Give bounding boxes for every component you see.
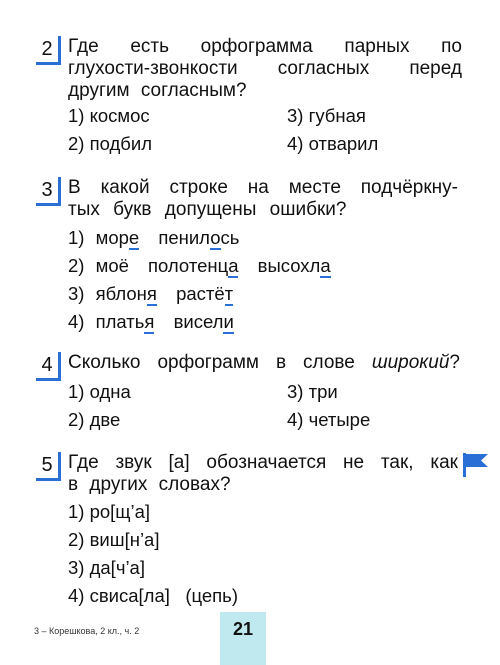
question-line bbox=[68, 58, 462, 80]
question-number: 2 bbox=[36, 36, 61, 65]
answer-option[interactable]: 4) четыре bbox=[287, 409, 371, 430]
punctuation: ? bbox=[449, 352, 460, 373]
option-word bbox=[174, 311, 234, 334]
word: строке bbox=[169, 177, 228, 198]
option-number: 2) bbox=[68, 255, 85, 276]
word: Где bbox=[68, 452, 99, 473]
page-number-box bbox=[220, 612, 266, 665]
question-text bbox=[68, 36, 462, 102]
option-number: 3) bbox=[68, 283, 85, 304]
word-part: высохл bbox=[257, 255, 321, 276]
answer-option[interactable]: 1) ро[щ’а] bbox=[68, 501, 151, 522]
answer-option[interactable]: 4) свиса[ла] (цепь) bbox=[68, 585, 238, 606]
word-group bbox=[372, 352, 460, 374]
word-part: сь bbox=[220, 227, 240, 248]
footer-note: 3 – Корешкова, 2 кл., ч. 2 bbox=[34, 626, 140, 636]
option-word bbox=[148, 255, 238, 278]
word: на bbox=[247, 177, 269, 198]
option-number: 4) bbox=[68, 311, 85, 332]
option-word bbox=[158, 227, 239, 250]
underlined-letter: е bbox=[128, 227, 140, 248]
word-part: яблон bbox=[95, 283, 147, 304]
underlined-letter: а bbox=[228, 255, 239, 276]
question-text bbox=[68, 452, 458, 496]
answer-option[interactable]: 3) да[ч’а] bbox=[68, 557, 145, 578]
option-word: моё bbox=[95, 255, 129, 276]
option-word bbox=[96, 311, 155, 332]
answer-option[interactable]: 1) космос bbox=[68, 105, 150, 126]
word: перед bbox=[409, 58, 462, 79]
underlined-letter: о bbox=[210, 227, 221, 248]
word: подчёркну- bbox=[360, 177, 458, 198]
option-word bbox=[176, 283, 233, 306]
answer-option[interactable] bbox=[68, 282, 233, 306]
question-line bbox=[68, 177, 458, 199]
underlined-letter: я bbox=[146, 283, 157, 304]
question-text bbox=[68, 177, 458, 221]
word-part: висел bbox=[173, 311, 224, 332]
option-number: 1) bbox=[68, 227, 85, 248]
word: глухости-звонкости bbox=[68, 58, 238, 79]
answer-option[interactable]: 2) две bbox=[68, 409, 121, 430]
option-word bbox=[258, 255, 331, 278]
word: орфограмма bbox=[200, 36, 313, 57]
question-number: 4 bbox=[36, 352, 61, 381]
word: как bbox=[430, 452, 458, 473]
underlined-letter: и bbox=[223, 311, 234, 332]
answer-option[interactable] bbox=[68, 254, 331, 278]
word: парных bbox=[344, 36, 410, 57]
answer-option[interactable]: 1) одна bbox=[68, 381, 131, 402]
word-part: растё bbox=[176, 283, 225, 304]
answer-option[interactable] bbox=[68, 226, 239, 250]
underlined-letter: т bbox=[224, 283, 234, 304]
word: не bbox=[343, 452, 365, 473]
answer-option[interactable]: 2) подбил bbox=[68, 133, 153, 154]
answer-option[interactable]: 3) три bbox=[287, 381, 338, 402]
underlined-letter: а bbox=[320, 255, 331, 276]
question-number: 3 bbox=[36, 177, 61, 206]
word: в bbox=[275, 352, 287, 373]
answer-option[interactable]: 2) виш[н’а] bbox=[68, 529, 160, 550]
word: обозначается bbox=[206, 452, 327, 473]
page-number: 21 bbox=[232, 619, 254, 639]
word-part: плать bbox=[95, 311, 145, 332]
word-part: полотенц bbox=[148, 255, 229, 276]
underlined-letter: я bbox=[144, 311, 155, 332]
word: В bbox=[68, 177, 81, 198]
question-line: тых букв допущены ошибки? bbox=[68, 199, 347, 220]
word: звук bbox=[115, 452, 152, 473]
word: орфограмм bbox=[157, 352, 259, 373]
question-line: другим согласным? bbox=[68, 80, 247, 101]
question-line bbox=[68, 36, 462, 58]
question-line bbox=[68, 452, 458, 474]
blue-flag-icon bbox=[462, 452, 490, 483]
word: согласных bbox=[277, 58, 370, 79]
word: какой bbox=[100, 177, 150, 198]
answer-option[interactable] bbox=[68, 310, 234, 334]
word: так, bbox=[380, 452, 414, 473]
word-part: мор bbox=[95, 227, 129, 248]
answer-option[interactable]: 3) губная bbox=[287, 105, 366, 126]
word: по bbox=[441, 36, 462, 57]
option-word bbox=[96, 227, 140, 248]
italic-word: широкий bbox=[371, 352, 450, 373]
option-word bbox=[96, 283, 157, 304]
word: есть bbox=[130, 36, 169, 57]
question-line: в других словах? bbox=[68, 474, 231, 495]
question-text bbox=[68, 352, 460, 374]
word: месте bbox=[288, 177, 341, 198]
question-number: 5 bbox=[36, 452, 61, 481]
word: [а] bbox=[168, 452, 190, 473]
word: слове bbox=[303, 352, 355, 373]
answer-option[interactable]: 4) отварил bbox=[287, 133, 379, 154]
word-part: пенил bbox=[158, 227, 211, 248]
word: Где bbox=[68, 36, 99, 57]
word: Сколько bbox=[68, 352, 141, 373]
